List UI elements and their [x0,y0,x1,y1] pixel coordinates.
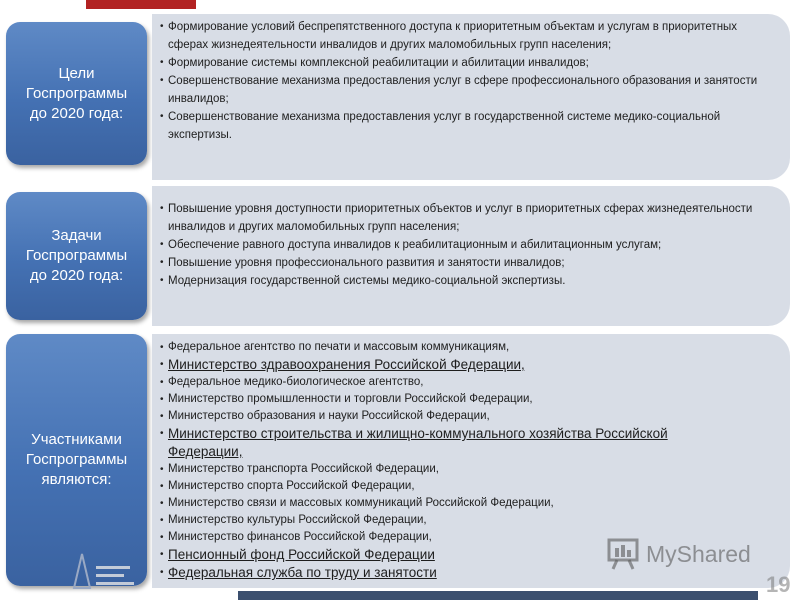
participant-item: • Министерство промышленности и торговли Российской Федерации, [160,391,720,408]
task-item: • Обеспечение равного доступа инвалидов к реабилитационным и абилитационным услугам; [160,236,778,254]
participant-item: • Министерство образования и науки Российской Федерации, [160,408,720,425]
goal-item: • Совершенствование механизма предоставления услуг в сфере профессионального образования и занятости инвалидов; [160,72,778,108]
logo-remnant-icon [60,548,140,592]
goals-content-box [152,14,790,180]
tasks-content-box [152,186,790,326]
participant-item: • Министерство строительства и жилищно-коммунального хозяйства Российской Федерации, [160,425,720,461]
bottom-bar [238,591,758,600]
goals-label: Цели Госпрограммы до 2020 года: [25,64,128,122]
watermark-text: MyShared [646,540,751,567]
watermark [606,538,751,570]
task-item: • Модернизация государственной системы медико-социальной экспертизы. [160,272,778,290]
goal-item: • Формирование условий беспрепятственного доступа к приоритетным объектам и услугам в приоритетных сферах жизнедеятельности инвалидов и других маломобильных групп населения; [160,18,778,54]
participant-item: • Федеральное агентство по печати и массовым коммуникациям, [160,339,720,356]
page-number: 19 [766,572,791,597]
participant-item: • Министерство финансов Российской Федерации, [160,529,720,546]
participant-item: • Министерство спорта Российской Федерации, [160,478,720,495]
task-item: • Повышение уровня доступности приоритетных объектов и услуг в приоритетных сферах жизнедеятельности инвалидов и других маломобильных групп населения; [160,200,778,236]
participant-item: • Министерство связи и массовых коммуникаций Российской Федерации, [160,495,720,512]
participant-item: • Министерство здравоохранения Российской Федерации, [160,356,720,374]
goal-item: • Формирование системы комплексной реабилитации и абилитации инвалидов; [160,54,778,72]
participant-item: • Министерство транспорта Российской Федерации, [160,461,720,478]
top-accent-bar [86,0,196,9]
tasks-label: Задачи Госпрограммы до 2020 года: [25,227,128,284]
tasks-label-box [6,192,147,320]
goal-item: • Совершенствование механизма предоставления услуг в государственной системе медико-социальной экспертизы. [160,108,778,144]
participant-item: • Министерство культуры Российской Федерации, [160,512,720,529]
task-item: • Повышение уровня профессионального развития и занятости инвалидов; [160,254,778,272]
goals-label-box [6,22,147,165]
tasks-list [160,200,778,290]
goals-list [160,18,778,144]
presentation-board-icon [606,538,640,570]
participants-label: Участниками Госпрограммы являются: [25,431,128,488]
participant-item: • Федеральное медико-биологическое агентство, [160,374,720,391]
participant-item: • Федеральная служба по труду и занятости [160,564,720,582]
participant-item: • Пенсионный фонд Российской Федерации [160,546,720,564]
